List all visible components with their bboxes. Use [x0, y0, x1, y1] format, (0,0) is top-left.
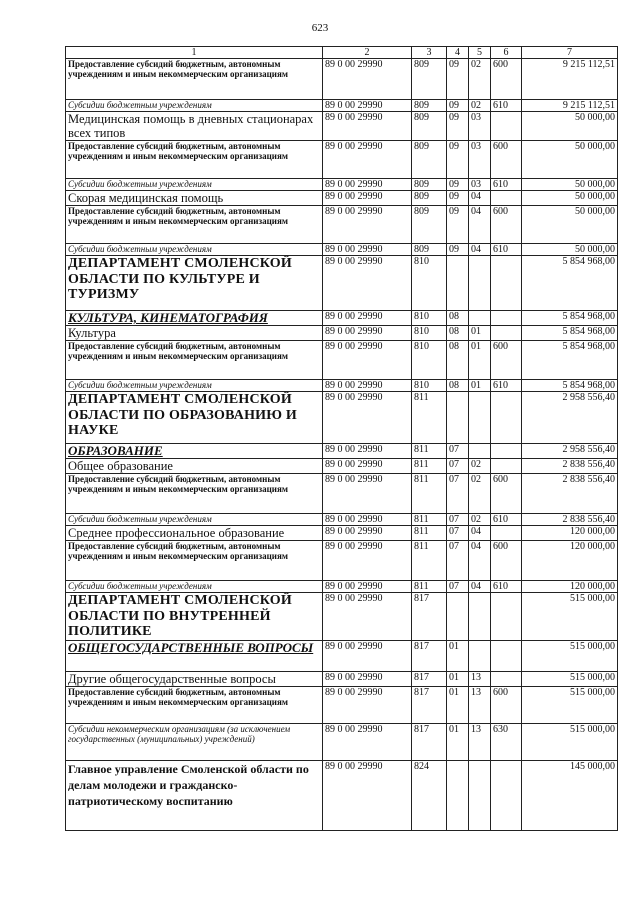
row-section-code: 01	[447, 723, 469, 760]
row-amount: 50 000,00	[522, 112, 618, 141]
row-subsection-code: 02	[469, 459, 491, 474]
row-amount: 120 000,00	[522, 581, 618, 593]
row-subsection-code: 13	[469, 723, 491, 760]
row-target-code: 89 0 00 29990	[323, 459, 412, 474]
row-name: ОБРАЗОВАНИЕ	[66, 444, 323, 459]
row-name: Предоставление субсидий бюджетным, автономным учреждениям и иным некоммерческим организациям	[66, 59, 323, 100]
row-grbs-code: 817	[412, 593, 447, 641]
row-expense-type	[491, 326, 522, 341]
row-target-code: 89 0 00 29990	[323, 59, 412, 100]
row-section-code: 09	[447, 179, 469, 191]
row-name: Среднее профессиональное образование	[66, 526, 323, 541]
row-amount: 5 854 968,00	[522, 380, 618, 392]
row-expense-type: 610	[491, 581, 522, 593]
row-name: Субсидии бюджетным учреждениям	[66, 514, 323, 526]
row-subsection-code: 01	[469, 326, 491, 341]
row-amount: 5 854 968,00	[522, 341, 618, 380]
row-subsection-code: 04	[469, 244, 491, 256]
row-grbs-code: 811	[412, 581, 447, 593]
row-name: Медицинская помощь в дневных стационарах всех типов	[66, 112, 323, 141]
row-name: Предоставление субсидий бюджетным, автономным учреждениям и иным некоммерческим организациям	[66, 341, 323, 380]
row-target-code: 89 0 00 29990	[323, 341, 412, 380]
row-subsection-code: 01	[469, 380, 491, 392]
row-subsection-code	[469, 392, 491, 444]
row-target-code: 89 0 00 29990	[323, 380, 412, 392]
row-amount: 9 215 112,51	[522, 59, 618, 100]
row-section-code: 07	[447, 541, 469, 581]
row-subsection-code: 02	[469, 514, 491, 526]
row-subsection-code: 03	[469, 112, 491, 141]
row-name: Культура	[66, 326, 323, 341]
row-grbs-code: 809	[412, 141, 447, 179]
table-row	[66, 444, 618, 459]
budget-table	[65, 46, 618, 831]
row-name: ДЕПАРТАМЕНТ СМОЛЕНСКОЙ ОБЛАСТИ ПО КУЛЬТУРЕ И ТУРИЗМУ	[66, 256, 323, 311]
row-expense-type: 600	[491, 686, 522, 723]
row-section-code: 09	[447, 100, 469, 112]
row-subsection-code: 04	[469, 526, 491, 541]
row-target-code: 89 0 00 29990	[323, 760, 412, 830]
table-row	[66, 59, 618, 100]
row-amount: 2 838 556,40	[522, 514, 618, 526]
row-amount: 515 000,00	[522, 640, 618, 671]
row-expense-type	[491, 444, 522, 459]
row-section-code	[447, 392, 469, 444]
row-amount: 50 000,00	[522, 191, 618, 206]
table-row	[66, 179, 618, 191]
row-name: Главное управление Смоленской области по делам молодежи и гражданско-патриотическому воспитанию	[66, 760, 323, 830]
row-amount: 50 000,00	[522, 179, 618, 191]
column-header: 5	[469, 47, 491, 59]
column-header: 1	[66, 47, 323, 59]
row-section-code: 09	[447, 141, 469, 179]
row-section-code: 07	[447, 526, 469, 541]
row-amount: 2 838 556,40	[522, 459, 618, 474]
row-name: Субсидии бюджетным учреждениям	[66, 179, 323, 191]
row-amount: 5 854 968,00	[522, 326, 618, 341]
row-grbs-code: 811	[412, 541, 447, 581]
row-section-code: 08	[447, 341, 469, 380]
row-amount: 2 838 556,40	[522, 474, 618, 514]
row-section-code: 07	[447, 474, 469, 514]
row-subsection-code	[469, 640, 491, 671]
table-row	[66, 581, 618, 593]
row-subsection-code: 02	[469, 59, 491, 100]
row-name: Предоставление субсидий бюджетным, автономным учреждениям и иным некоммерческим организациям	[66, 541, 323, 581]
row-section-code: 08	[447, 311, 469, 326]
row-amount: 50 000,00	[522, 141, 618, 179]
row-expense-type: 610	[491, 244, 522, 256]
row-target-code: 89 0 00 29990	[323, 112, 412, 141]
column-header: 3	[412, 47, 447, 59]
row-section-code: 08	[447, 326, 469, 341]
table-row	[66, 141, 618, 179]
row-name: Другие общегосударственные вопросы	[66, 671, 323, 686]
table-row	[66, 341, 618, 380]
row-amount: 2 958 556,40	[522, 392, 618, 444]
row-expense-type	[491, 640, 522, 671]
table-row	[66, 723, 618, 760]
page-number: 623	[311, 22, 329, 34]
row-section-code: 01	[447, 671, 469, 686]
row-grbs-code: 811	[412, 526, 447, 541]
row-expense-type: 600	[491, 141, 522, 179]
row-target-code: 89 0 00 29990	[323, 392, 412, 444]
row-expense-type	[491, 191, 522, 206]
row-subsection-code: 02	[469, 100, 491, 112]
table-row	[66, 686, 618, 723]
row-name: Скорая медицинская помощь	[66, 191, 323, 206]
row-target-code: 89 0 00 29990	[323, 244, 412, 256]
row-section-code: 09	[447, 244, 469, 256]
table-row	[66, 640, 618, 671]
row-section-code: 01	[447, 686, 469, 723]
row-expense-type	[491, 392, 522, 444]
row-expense-type	[491, 671, 522, 686]
row-target-code: 89 0 00 29990	[323, 723, 412, 760]
row-amount: 515 000,00	[522, 686, 618, 723]
table-row	[66, 380, 618, 392]
table-row	[66, 112, 618, 141]
row-expense-type: 600	[491, 541, 522, 581]
row-grbs-code: 809	[412, 191, 447, 206]
row-name: Предоставление субсидий бюджетным, автономным учреждениям и иным некоммерческим организациям	[66, 474, 323, 514]
row-subsection-code: 13	[469, 686, 491, 723]
row-target-code: 89 0 00 29990	[323, 514, 412, 526]
row-target-code: 89 0 00 29990	[323, 474, 412, 514]
row-section-code: 07	[447, 459, 469, 474]
row-section-code: 01	[447, 640, 469, 671]
row-subsection-code	[469, 444, 491, 459]
row-target-code: 89 0 00 29990	[323, 686, 412, 723]
row-subsection-code: 02	[469, 474, 491, 514]
row-name: Субсидии бюджетным учреждениям	[66, 581, 323, 593]
row-expense-type	[491, 459, 522, 474]
table-row	[66, 474, 618, 514]
row-amount: 145 000,00	[522, 760, 618, 830]
table-row	[66, 311, 618, 326]
row-grbs-code: 809	[412, 206, 447, 244]
row-amount: 2 958 556,40	[522, 444, 618, 459]
row-grbs-code: 811	[412, 514, 447, 526]
row-section-code: 07	[447, 581, 469, 593]
row-grbs-code: 811	[412, 444, 447, 459]
row-expense-type: 610	[491, 380, 522, 392]
row-expense-type: 630	[491, 723, 522, 760]
table-row	[66, 244, 618, 256]
row-name: Субсидии бюджетным учреждениям	[66, 380, 323, 392]
row-name: Общее образование	[66, 459, 323, 474]
row-name: Субсидии бюджетным учреждениям	[66, 100, 323, 112]
row-section-code: 09	[447, 112, 469, 141]
row-expense-type	[491, 112, 522, 141]
row-subsection-code	[469, 311, 491, 326]
row-target-code: 89 0 00 29990	[323, 444, 412, 459]
row-section-code	[447, 256, 469, 311]
row-subsection-code: 04	[469, 206, 491, 244]
table-header-row	[66, 47, 618, 59]
row-section-code: 08	[447, 380, 469, 392]
row-target-code: 89 0 00 29990	[323, 526, 412, 541]
row-subsection-code	[469, 256, 491, 311]
row-target-code: 89 0 00 29990	[323, 206, 412, 244]
row-subsection-code: 04	[469, 541, 491, 581]
row-section-code: 07	[447, 444, 469, 459]
row-target-code: 89 0 00 29990	[323, 541, 412, 581]
column-header: 6	[491, 47, 522, 59]
row-grbs-code: 809	[412, 179, 447, 191]
row-name: ДЕПАРТАМЕНТ СМОЛЕНСКОЙ ОБЛАСТИ ПО ОБРАЗОВАНИЮ И НАУКЕ	[66, 392, 323, 444]
table-row	[66, 760, 618, 830]
row-target-code: 89 0 00 29990	[323, 256, 412, 311]
row-grbs-code: 817	[412, 723, 447, 760]
row-target-code: 89 0 00 29990	[323, 581, 412, 593]
row-expense-type: 600	[491, 59, 522, 100]
row-expense-type: 610	[491, 514, 522, 526]
row-name: Предоставление субсидий бюджетным, автономным учреждениям и иным некоммерческим организациям	[66, 141, 323, 179]
row-expense-type	[491, 760, 522, 830]
row-amount: 9 215 112,51	[522, 100, 618, 112]
row-expense-type: 600	[491, 474, 522, 514]
table-row	[66, 514, 618, 526]
row-amount: 50 000,00	[522, 244, 618, 256]
row-grbs-code: 810	[412, 341, 447, 380]
row-grbs-code: 809	[412, 244, 447, 256]
row-grbs-code: 809	[412, 100, 447, 112]
row-section-code	[447, 760, 469, 830]
table-row	[66, 100, 618, 112]
row-amount: 120 000,00	[522, 541, 618, 581]
row-grbs-code: 817	[412, 640, 447, 671]
row-expense-type: 600	[491, 206, 522, 244]
row-amount: 515 000,00	[522, 671, 618, 686]
table-row	[66, 206, 618, 244]
column-header: 4	[447, 47, 469, 59]
table-row	[66, 541, 618, 581]
row-amount: 5 854 968,00	[522, 256, 618, 311]
column-header: 2	[323, 47, 412, 59]
column-header: 7	[522, 47, 618, 59]
row-grbs-code: 811	[412, 474, 447, 514]
table-row	[66, 256, 618, 311]
row-subsection-code: 13	[469, 671, 491, 686]
row-name: Субсидии бюджетным учреждениям	[66, 244, 323, 256]
row-section-code	[447, 593, 469, 641]
row-target-code: 89 0 00 29990	[323, 191, 412, 206]
table-row	[66, 326, 618, 341]
row-grbs-code: 809	[412, 59, 447, 100]
row-expense-type: 610	[491, 179, 522, 191]
row-target-code: 89 0 00 29990	[323, 311, 412, 326]
row-amount: 50 000,00	[522, 206, 618, 244]
row-grbs-code: 811	[412, 459, 447, 474]
table-row	[66, 392, 618, 444]
row-amount: 120 000,00	[522, 526, 618, 541]
row-target-code: 89 0 00 29990	[323, 141, 412, 179]
row-target-code: 89 0 00 29990	[323, 593, 412, 641]
row-amount: 515 000,00	[522, 593, 618, 641]
row-grbs-code: 810	[412, 326, 447, 341]
row-grbs-code: 817	[412, 686, 447, 723]
row-name: Субсидии некоммерческим организациям (за исключением государственных (муниципальных) учреждений)	[66, 723, 323, 760]
row-section-code: 09	[447, 191, 469, 206]
table-row	[66, 191, 618, 206]
row-target-code: 89 0 00 29990	[323, 179, 412, 191]
row-section-code: 09	[447, 59, 469, 100]
row-subsection-code: 01	[469, 341, 491, 380]
table-row	[66, 459, 618, 474]
row-section-code: 09	[447, 206, 469, 244]
row-subsection-code	[469, 593, 491, 641]
row-target-code: 89 0 00 29990	[323, 100, 412, 112]
table-row	[66, 526, 618, 541]
row-amount: 515 000,00	[522, 723, 618, 760]
row-subsection-code: 03	[469, 141, 491, 179]
row-expense-type: 600	[491, 341, 522, 380]
row-expense-type	[491, 593, 522, 641]
row-subsection-code: 04	[469, 581, 491, 593]
row-subsection-code: 04	[469, 191, 491, 206]
row-expense-type: 610	[491, 100, 522, 112]
row-name: ОБЩЕГОСУДАРСТВЕННЫЕ ВОПРОСЫ	[66, 640, 323, 671]
row-expense-type	[491, 311, 522, 326]
row-section-code: 07	[447, 514, 469, 526]
row-grbs-code: 817	[412, 671, 447, 686]
row-name: Предоставление субсидий бюджетным, автономным учреждениям и иным некоммерческим организациям	[66, 686, 323, 723]
row-name: ДЕПАРТАМЕНТ СМОЛЕНСКОЙ ОБЛАСТИ ПО ВНУТРЕННЕЙ ПОЛИТИКЕ	[66, 593, 323, 641]
row-target-code: 89 0 00 29990	[323, 671, 412, 686]
row-grbs-code: 809	[412, 112, 447, 141]
table-row	[66, 593, 618, 641]
row-name: КУЛЬТУРА, КИНЕМАТОГРАФИЯ	[66, 311, 323, 326]
row-name: Предоставление субсидий бюджетным, автономным учреждениям и иным некоммерческим организациям	[66, 206, 323, 244]
row-grbs-code: 810	[412, 256, 447, 311]
row-grbs-code: 810	[412, 380, 447, 392]
row-expense-type	[491, 526, 522, 541]
row-grbs-code: 811	[412, 392, 447, 444]
row-expense-type	[491, 256, 522, 311]
row-grbs-code: 810	[412, 311, 447, 326]
row-target-code: 89 0 00 29990	[323, 326, 412, 341]
table-row	[66, 671, 618, 686]
row-subsection-code: 03	[469, 179, 491, 191]
row-grbs-code: 824	[412, 760, 447, 830]
row-subsection-code	[469, 760, 491, 830]
row-amount: 5 854 968,00	[522, 311, 618, 326]
row-target-code: 89 0 00 29990	[323, 640, 412, 671]
